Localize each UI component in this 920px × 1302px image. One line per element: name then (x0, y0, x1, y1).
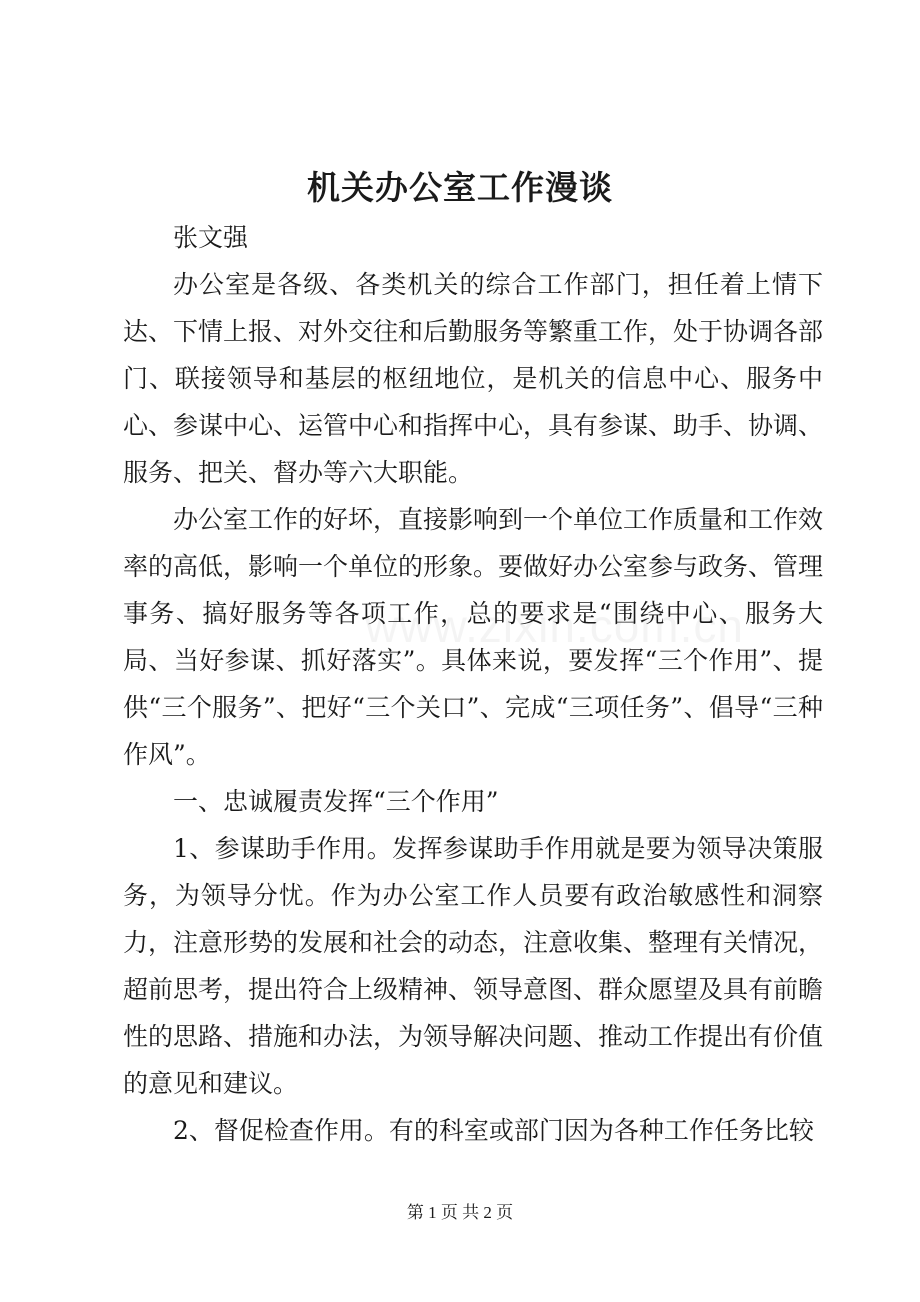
page-footer: 第 1 页 共 2 页 (406, 1203, 514, 1222)
paragraph-4: 2、督促检查作用。有的科室或部门因为各种工作任务比较 (173, 1116, 814, 1145)
author-line: 张文强 (173, 223, 249, 252)
section-heading-1: 一、忠诚履责发挥“三个作用” (173, 787, 499, 816)
paragraph-2: 办公室工作的好坏，直接影响到一个单位工作质量和工作效率的高低，影响一个单位的形象。要做好办公室参与政务、管理事务、搞好服务等各项工作，总的要求是“围绕中心、服务大局、当好参谋、抓好落实”。具体来说，要发挥“三个作用”、提供“三个服务”、把好“三个关口”、完成“三项任务”、倡导“三种作风”。 (123, 505, 824, 769)
document-body (123, 214, 823, 1154)
paragraph-1: 办公室是各级、各类机关的综合工作部门，担任着上情下达、下情上报、对外交往和后勤服务等繁重工作，处于协调各部门、联接领导和基层的枢纽地位，是机关的信息中心、服务中心、参谋中心、运管中心和指挥中心，具有参谋、助手、协调、服务、把关、督办等六大职能。 (123, 270, 824, 487)
paragraph-3: 1、参谋助手作用。发挥参谋助手作用就是要为领导决策服务，为领导分忧。作为办公室工作人员要有政治敏感性和洞察力，注意形势的发展和社会的动态，注意收集、整理有关情况，超前思考，提出符合上级精神、领导意图、群众愿望及具有前瞻性的思路、措施和办法，为领导解决问题、推动工作提出有价值的意见和建议。 (123, 834, 824, 1098)
document-title: 机关办公室工作漫谈 (307, 168, 613, 207)
